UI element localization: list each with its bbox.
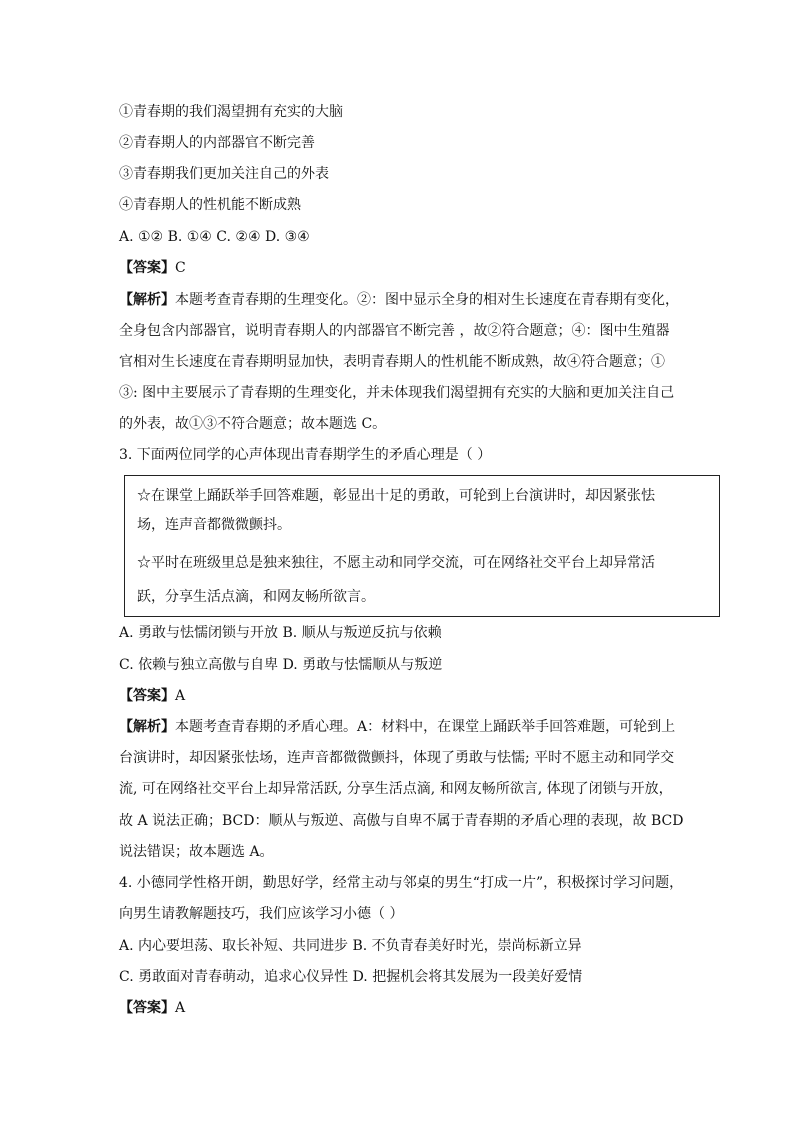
q4-answer [119,998,185,1018]
q2-analysis-line-1 [119,290,679,310]
q3-material-box [124,475,720,617]
q2-answer [119,258,186,278]
q2-analysis-line-4: ③: 图中主要展示了青春期的生理变化，并未体现我们渴望拥有充实的大脑和更加关注自己 [119,385,675,401]
analysis-tag: 【解析】 [119,719,175,735]
answer-tag: 【答案】 [119,1000,175,1016]
q3-choices-cd: C. 依赖与独立高傲与自卑 D. 勇敢与怯懦顺从与叛逆 [119,657,443,673]
q2-analysis-line-5: 的外表，故①③不符合题意；故本题选 C。 [119,416,387,432]
q3-analysis-line-1 [119,717,675,737]
q4-choices-cd: C. 勇敢面对青春萌动，追求心仪异性 D. 把握机会将其发展为一段美好爱情 [119,969,583,985]
analysis-text: 本题考查青春期的矛盾心理。A：材料中，在课堂上踊跃举手回答难题，可轮到上 [175,719,676,735]
q3-material-line-3: ☆平时在班级里总是独来独往，不愿主动和同学交流，可在网络社交平台上却异常活 [137,555,655,571]
q4-stem-line-2: 向男生请教解题技巧，我们应该学习小德（ ） [119,906,404,922]
q4-stem-line-1: 4. 小德同学性格开朗，勤思好学，经常主动与邻桌的男生“打成一片”，积极探讨学习问题， [119,875,684,891]
q3-material-line-2: 场，连声音都微微颤抖。 [137,517,291,533]
q3-analysis-line-5: 说法错误；故本题选 A。 [119,844,274,860]
q3-choices-ab: A. 勇敢与怯懦闭锁与开放 B. 顺从与叛逆反抗与依赖 [119,625,442,641]
q2-option-2: ②青春期人的内部器官不断完善 [119,135,315,151]
answer-tag: 【答案】 [119,260,175,276]
q3-material-line-1: ☆在课堂上踊跃举手回答难题，彰显出十足的勇敢，可轮到上台演讲时，却因紧张怯 [137,488,655,504]
q3-analysis-line-3: 流, 可在网络社交平台上却异常活跃, 分享生活点滴, 和网友畅所欲言, 体现了闭锁与开放， [119,781,673,797]
analysis-text: 本题考查青春期的生理变化。②：图中显示全身的相对生长速度在青春期有变化， [175,292,679,308]
q2-option-1: ①青春期的我们渴望拥有充实的大脑 [119,104,343,120]
q3-analysis-line-4: 故 A 说法正确；BCD：顺从与叛逆、高傲与自卑不属于青春期的矛盾心理的表现，故 BCD [119,813,684,829]
q2-choices: A. ①② B. ①④ C. ②④ D. ③④ [119,229,310,245]
q4-choices-ab: A. 内心要坦荡、取长补短、共同进步 B. 不负青春美好时光，崇尚标新立异 [119,938,582,954]
q2-option-3: ③青春期我们更加关注自己的外表 [119,166,329,182]
q2-analysis-line-2: 全身包含内部器官，说明青春期人的内部器官不断完善 ，故②符合题意；④：图中生殖器 [119,323,670,339]
analysis-tag: 【解析】 [119,292,175,308]
answer-value: C [175,260,186,276]
q2-analysis-line-3: 官相对生长速度在青春期明显加快，表明青春期人的性机能不断成熟，故④符合题意；① [119,354,665,370]
q3-analysis-line-2: 台演讲时，却因紧张怯场，连声音都微微颤抖，体现了勇敢与怯懦; 平时不愿主动和同学交 [119,750,675,766]
q2-option-4: ④青春期人的性机能不断成熟 [119,197,301,213]
q3-answer [119,686,185,706]
q3-stem: 3. 下面两位同学的心声体现出青春期学生的矛盾心理是（ ） [119,447,492,463]
q3-material-line-4: 跃，分享生活点滴，和网友畅所欲言。 [137,589,375,605]
answer-value: A [175,688,186,704]
answer-value: A [175,1000,186,1016]
answer-tag: 【答案】 [119,688,175,704]
